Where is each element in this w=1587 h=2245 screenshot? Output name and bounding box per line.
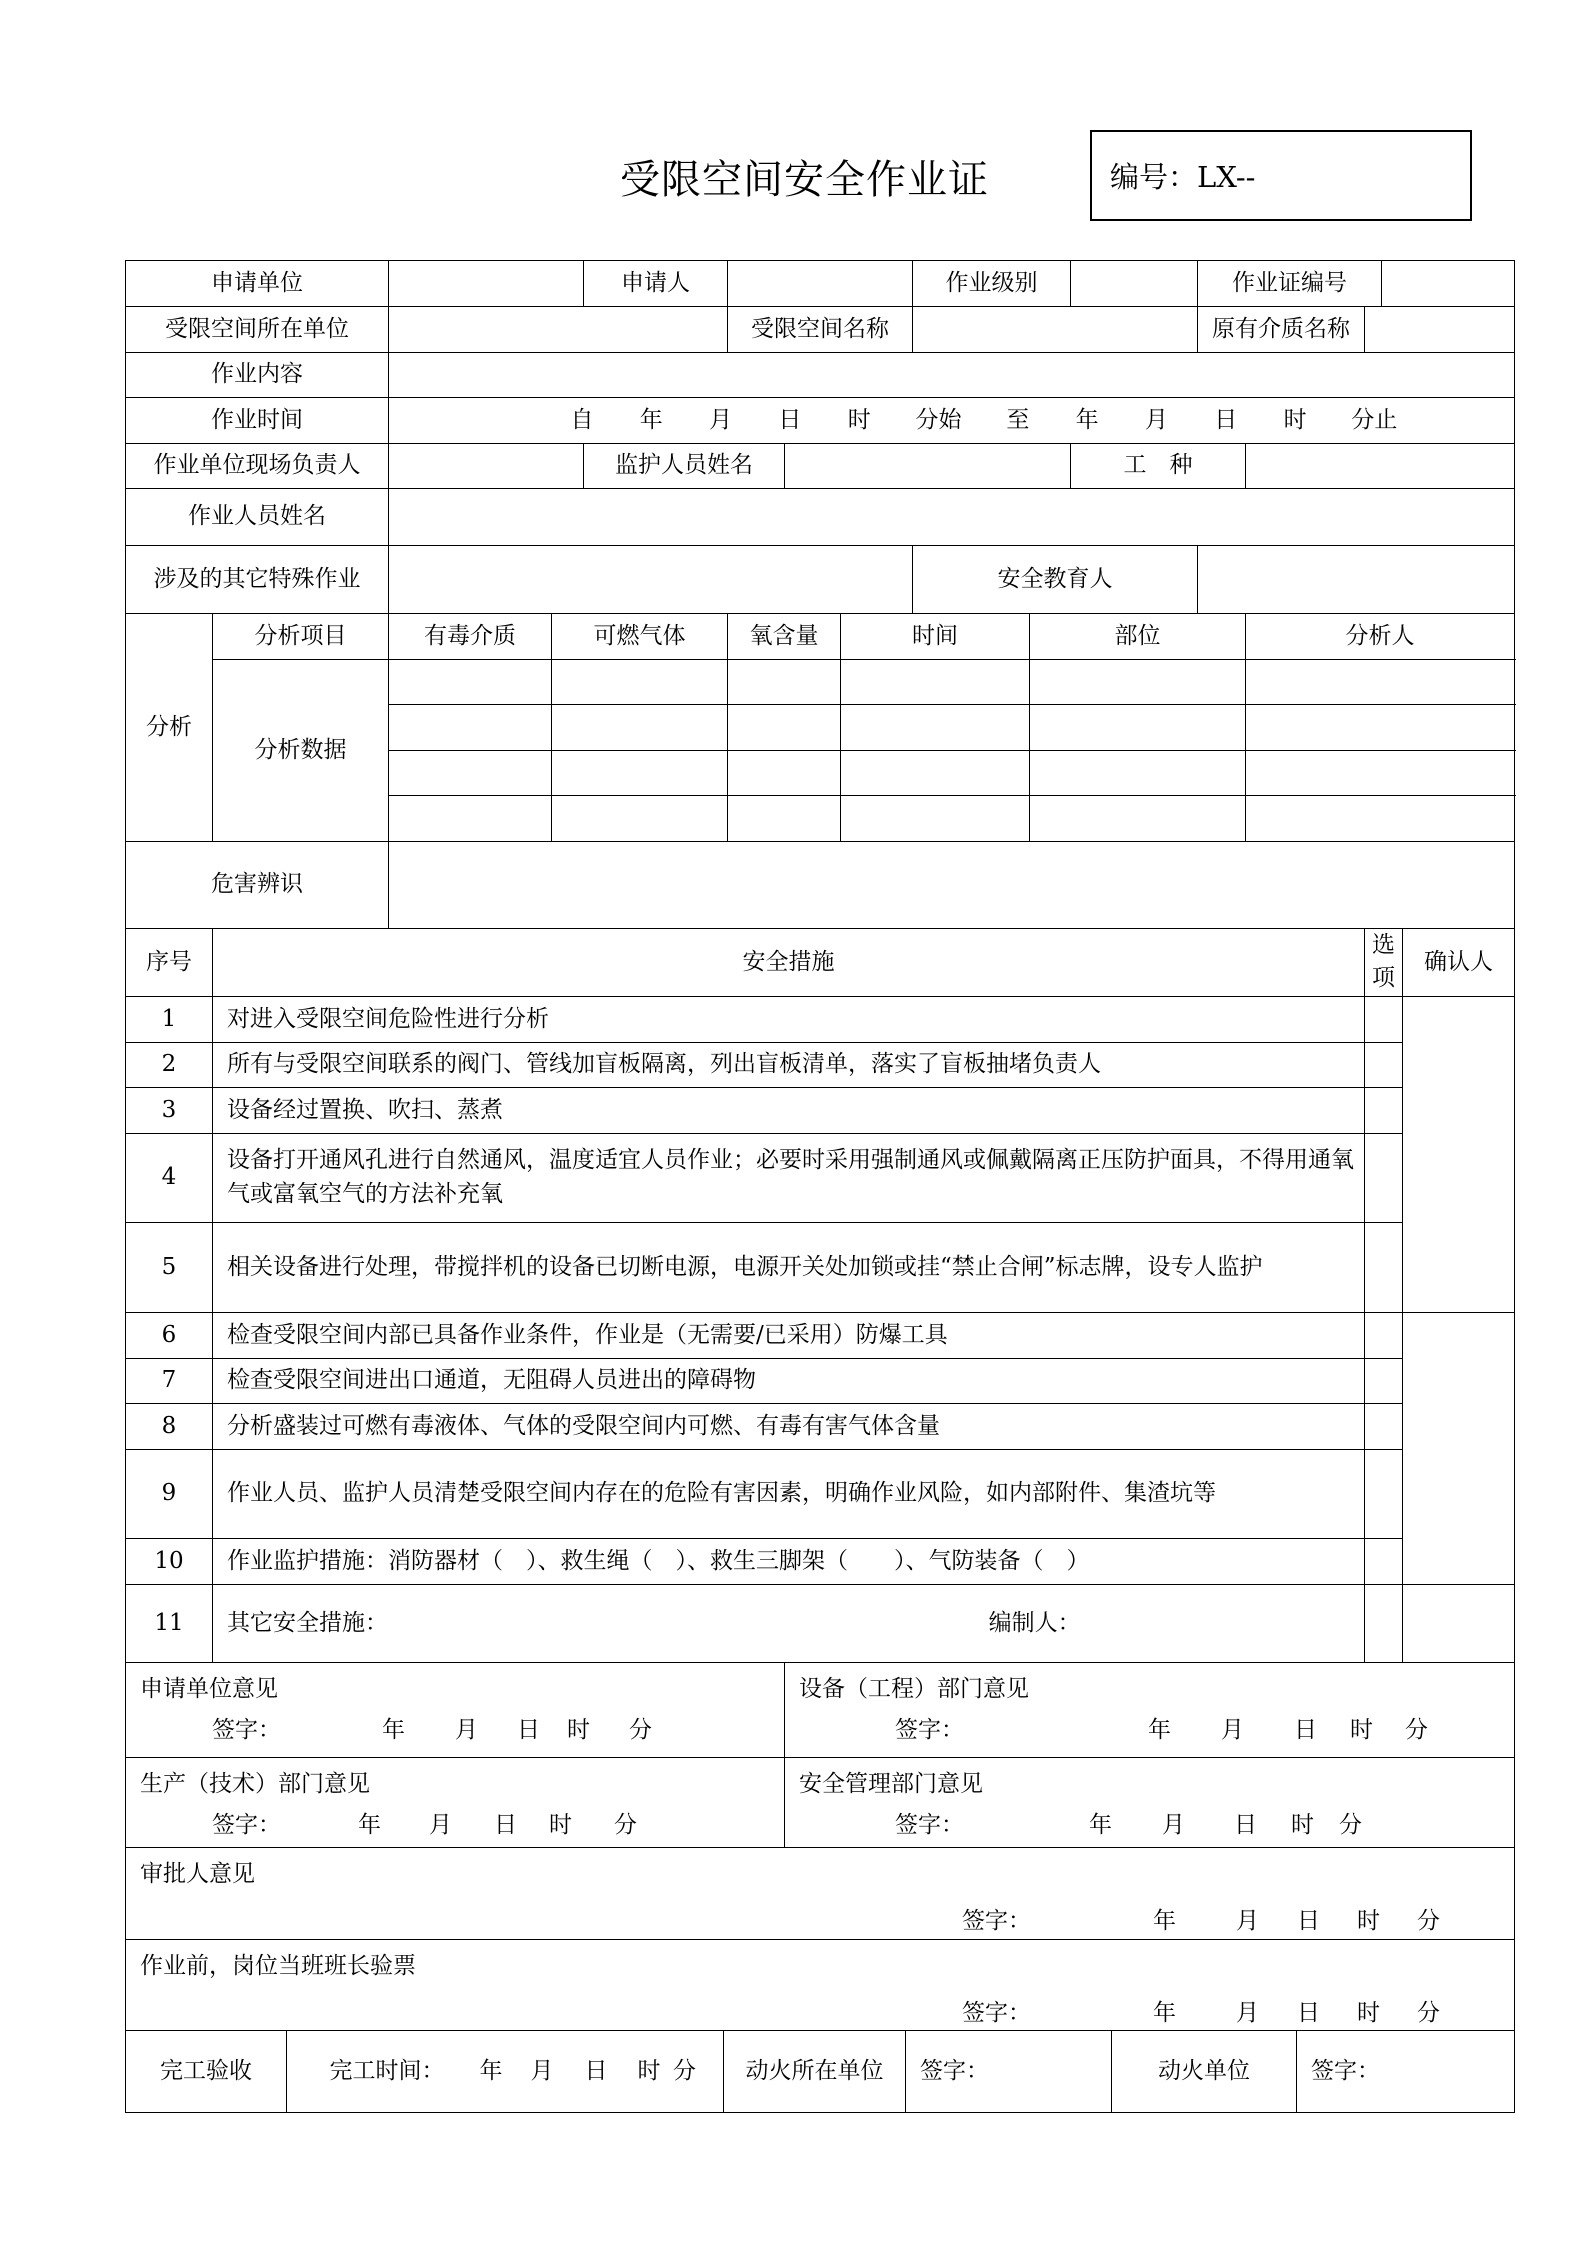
confirm-field-11[interactable]	[1403, 1584, 1515, 1662]
sign-label: 签字：	[895, 1812, 964, 1839]
day-label: 日	[1297, 2000, 1320, 2027]
measure-no: 2	[126, 1042, 213, 1087]
time-hour-end: 时	[1283, 406, 1307, 433]
day-label: 日	[517, 1717, 540, 1744]
month-label: 月	[1236, 2000, 1259, 2027]
time-to: 至	[1006, 406, 1030, 433]
month-label: 月	[1162, 1812, 1185, 1839]
analysis-col-time: 时间	[841, 614, 1030, 660]
measure-option[interactable]	[1365, 1312, 1403, 1358]
minute-label: 分	[1405, 1717, 1428, 1744]
permit-number-label: 编号：LX--	[1110, 160, 1256, 194]
workers-label: 作业人员姓名	[126, 489, 389, 546]
time-from: 自	[570, 406, 594, 433]
analysis-cell[interactable]	[841, 796, 1030, 842]
year-label: 年	[1153, 2000, 1176, 2027]
confirm-field-group-2[interactable]	[1403, 1312, 1515, 1584]
fire-unit-location-label: 动火所在单位	[724, 2031, 906, 2112]
analysis-col-analyst: 分析人	[1246, 614, 1515, 660]
year-label: 年	[382, 1717, 405, 1744]
space-unit-label: 受限空间所在单位	[126, 307, 389, 353]
medium-field[interactable]	[1365, 307, 1515, 353]
space-unit-field[interactable]	[389, 307, 728, 353]
hour-label: 时	[1357, 1908, 1380, 1935]
measure-text: 所有与受限空间联系的阀门、管线加盲板隔离，列出盲板清单，落实了盲板抽堵负责人	[213, 1042, 1365, 1087]
analysis-cell[interactable]	[1246, 660, 1515, 705]
analysis-col-oxygen: 氧含量	[728, 614, 841, 660]
analysis-cell[interactable]	[1030, 751, 1246, 796]
time-year: 年	[639, 406, 663, 433]
analysis-cell[interactable]	[841, 751, 1030, 796]
hour-label: 时	[567, 1717, 590, 1744]
year-label: 年	[1089, 1812, 1112, 1839]
analysis-cell[interactable]	[841, 705, 1030, 751]
work-time-field[interactable]	[389, 398, 1515, 444]
hazard-field[interactable]	[389, 842, 1515, 929]
sign-label: 签字：	[212, 1717, 281, 1744]
measure-option[interactable]	[1365, 1358, 1403, 1403]
analysis-cell[interactable]	[728, 660, 841, 705]
apply-opinion-cell[interactable]	[126, 1662, 785, 1757]
time-month: 月	[709, 406, 733, 433]
final-row	[126, 2031, 1515, 2113]
analysis-cell[interactable]	[552, 751, 728, 796]
hour-label: 时	[637, 2058, 661, 2085]
measure-text: 分析盛装过可燃有毒液体、气体的受限空间内可燃、有毒有害气体含量	[213, 1403, 1365, 1449]
measure-text: 设备打开通风孔进行自然通风，温度适宜人员作业；必要时采用强制通风或佩戴隔离正压防护面具，不得用通氧气或富氧空气的方法补充氧	[213, 1133, 1365, 1222]
completion-label: 完工验收	[126, 2031, 287, 2112]
apply-opinion-label: 申请单位意见	[140, 1675, 278, 1702]
measure-no: 5	[126, 1222, 213, 1312]
measure-no: 9	[126, 1449, 213, 1538]
minute-label: 分	[1339, 1812, 1362, 1839]
analysis-cell[interactable]	[389, 705, 552, 751]
year-label: 年	[1153, 1908, 1176, 1935]
day-label: 日	[1297, 1908, 1320, 1935]
measure-option[interactable]	[1365, 1087, 1403, 1133]
year-label: 年	[1148, 1717, 1171, 1744]
permit-no-label: 作业证编号	[1198, 261, 1382, 307]
analysis-cell[interactable]	[1246, 796, 1515, 842]
analysis-cell[interactable]	[1030, 705, 1246, 751]
analysis-label: 分析	[126, 614, 213, 842]
analysis-cell[interactable]	[552, 705, 728, 751]
sign-label: 签字：	[920, 2058, 989, 2085]
work-time-label: 作业时间	[126, 398, 389, 444]
measure-text: 对进入受限空间危险性进行分析	[213, 996, 1365, 1042]
approver-opinion-label: 审批人意见	[140, 1860, 255, 1887]
permit-form-table	[125, 260, 1515, 2113]
measure-no: 6	[126, 1312, 213, 1358]
time-min-end: 分止	[1351, 406, 1398, 433]
production-opinion-label: 生产（技术）部门意见	[140, 1770, 370, 1797]
fire-unit-sign-field[interactable]	[1297, 2031, 1514, 2112]
sign-label: 签字：	[962, 2000, 1031, 2027]
analysis-col-flammable: 可燃气体	[552, 614, 728, 660]
work-level-label: 作业级别	[913, 261, 1071, 307]
month-label: 月	[455, 1717, 478, 1744]
analysis-cell[interactable]	[728, 751, 841, 796]
minute-label: 分	[1417, 1908, 1440, 1935]
measure-option[interactable]	[1365, 996, 1403, 1042]
fire-unit-label: 动火单位	[1112, 2031, 1297, 2112]
hour-label: 时	[1350, 1717, 1373, 1744]
measure-option[interactable]	[1365, 1449, 1403, 1538]
safety-opinion-label: 安全管理部门意见	[799, 1770, 983, 1797]
fire-loc-sign-field[interactable]	[906, 2031, 1112, 2112]
site-leader-field[interactable]	[389, 444, 584, 489]
month-label: 月	[429, 1812, 452, 1839]
minute-label: 分	[614, 1812, 637, 1839]
measure-option[interactable]	[1365, 1133, 1403, 1222]
analysis-cell[interactable]	[1246, 705, 1515, 751]
analysis-cell[interactable]	[389, 751, 552, 796]
day-label: 日	[584, 2058, 608, 2085]
confirm-field-group-1[interactable]	[1403, 996, 1515, 1312]
month-label: 月	[1221, 1717, 1244, 1744]
measure-no: 8	[126, 1403, 213, 1449]
equipment-opinion-label: 设备（工程）部门意见	[799, 1675, 1029, 1702]
shift-check-label: 作业前，岗位当班班长验票	[140, 1952, 416, 1979]
applicant-field[interactable]	[728, 261, 913, 307]
time-day-end: 日	[1214, 406, 1238, 433]
measure-option[interactable]	[1365, 1042, 1403, 1087]
measure-option[interactable]	[1365, 1403, 1403, 1449]
measure-text: 作业监护措施：消防器材（ ）、救生绳（ ）、救生三脚架（ ）、气防装备（ ）	[213, 1538, 1365, 1584]
space-name-label: 受限空间名称	[728, 307, 913, 353]
analysis-cell[interactable]	[728, 705, 841, 751]
analysis-cell[interactable]	[389, 796, 552, 842]
safety-opinion-cell[interactable]	[785, 1757, 1515, 1847]
analysis-cell[interactable]	[841, 660, 1030, 705]
space-name-field[interactable]	[913, 307, 1198, 353]
analysis-cell[interactable]	[1030, 796, 1246, 842]
measure-no: 7	[126, 1358, 213, 1403]
measure-option[interactable]	[1365, 1222, 1403, 1312]
time-month-end: 月	[1144, 406, 1168, 433]
year-label: 年	[479, 2058, 503, 2085]
applicant-label: 申请人	[584, 261, 728, 307]
measure-no: 11	[126, 1584, 213, 1662]
analysis-cell[interactable]	[1030, 660, 1246, 705]
analysis-cell[interactable]	[389, 660, 552, 705]
day-label: 日	[1294, 1717, 1317, 1744]
production-opinion-cell[interactable]	[126, 1757, 785, 1847]
measure-other-text: 其它安全措施：	[227, 1609, 388, 1636]
analysis-item-label: 分析项目	[213, 614, 389, 660]
educator-field[interactable]	[1198, 546, 1515, 614]
completion-time-label: 完工时间：	[329, 2058, 445, 2085]
equipment-opinion-cell[interactable]	[785, 1662, 1515, 1757]
sign-label: 签字：	[895, 1717, 964, 1744]
analysis-data-label: 分析数据	[213, 660, 389, 842]
monitor-name-label: 监护人员姓名	[584, 444, 785, 489]
minute-label: 分	[673, 2058, 696, 2085]
special-work-label: 涉及的其它特殊作业	[126, 546, 389, 614]
completion-time-field[interactable]	[287, 2031, 724, 2112]
time-min-start: 分始	[915, 406, 962, 433]
analysis-col-toxic: 有毒介质	[389, 614, 552, 660]
monitor-name-field[interactable]	[785, 444, 1071, 489]
year-label: 年	[358, 1812, 381, 1839]
medium-label: 原有介质名称	[1198, 307, 1365, 353]
measure-no: 3	[126, 1087, 213, 1133]
compiler-label: 编制人：	[988, 1609, 1081, 1636]
special-work-field[interactable]	[389, 546, 913, 614]
measure-text: 设备经过置换、吹扫、蒸煮	[213, 1087, 1365, 1133]
page-title: 受限空间安全作业证	[620, 157, 989, 203]
sign-label: 签字：	[1311, 2058, 1380, 2085]
measure-text: 相关设备进行处理，带搅拌机的设备已切断电源，电源开关处加锁或挂“禁止合闸”标志牌，设专人监护	[213, 1222, 1365, 1312]
measure-no: 10	[126, 1538, 213, 1584]
sign-label: 签字：	[962, 1908, 1031, 1935]
time-year-end: 年	[1075, 406, 1099, 433]
educator-label: 安全教育人	[913, 546, 1198, 614]
month-label: 月	[530, 2058, 554, 2085]
work-content-field[interactable]	[389, 353, 1515, 398]
measure-option[interactable]	[1365, 1584, 1403, 1662]
month-label: 月	[1236, 1908, 1259, 1935]
measure-option[interactable]	[1365, 1538, 1403, 1584]
option-header: 选项	[1365, 929, 1403, 997]
permit-no-field[interactable]	[1382, 261, 1515, 307]
work-content-label: 作业内容	[126, 353, 389, 398]
measure-text: 检查受限空间内部已具备作业条件，作业是（无需要/已采用）防爆工具	[213, 1312, 1365, 1358]
measure-text: 作业人员、监护人员清楚受限空间内存在的危险有害因素，明确作业风险，如内部附件、集渣坑等	[213, 1449, 1365, 1538]
shift-check-cell[interactable]	[126, 1939, 1515, 2031]
workers-field[interactable]	[389, 489, 1515, 546]
analysis-cell[interactable]	[552, 660, 728, 705]
measures-no-header: 序号	[126, 929, 213, 997]
hour-label: 时	[1357, 2000, 1380, 2027]
measure-no: 1	[126, 996, 213, 1042]
trade-label: 工 种	[1071, 444, 1246, 489]
measures-header: 安全措施	[213, 929, 1365, 997]
measure-no: 4	[126, 1133, 213, 1222]
measure-other[interactable]	[213, 1584, 1365, 1662]
approver-opinion-cell[interactable]	[126, 1847, 1515, 1939]
minute-label: 分	[1417, 2000, 1440, 2027]
day-label: 日	[494, 1812, 517, 1839]
time-day: 日	[778, 406, 802, 433]
site-leader-label: 作业单位现场负责人	[126, 444, 389, 489]
day-label: 日	[1234, 1812, 1257, 1839]
analysis-col-location: 部位	[1030, 614, 1246, 660]
minute-label: 分	[629, 1717, 652, 1744]
time-hour: 时	[847, 406, 871, 433]
measure-text: 检查受限空间进出口通道，无阻碍人员进出的障碍物	[213, 1358, 1365, 1403]
analysis-cell[interactable]	[552, 796, 728, 842]
permit-number-box	[1090, 130, 1472, 221]
analysis-cell[interactable]	[1246, 751, 1515, 796]
apply-unit-field[interactable]	[389, 261, 584, 307]
hour-label: 时	[1291, 1812, 1314, 1839]
hour-label: 时	[549, 1812, 572, 1839]
analysis-cell[interactable]	[728, 796, 841, 842]
confirm-header: 确认人	[1403, 929, 1515, 997]
hazard-label: 危害辨识	[126, 842, 389, 929]
apply-unit-label: 申请单位	[126, 261, 389, 307]
trade-field[interactable]	[1246, 444, 1515, 489]
work-level-field[interactable]	[1071, 261, 1198, 307]
sign-label: 签字：	[212, 1812, 281, 1839]
